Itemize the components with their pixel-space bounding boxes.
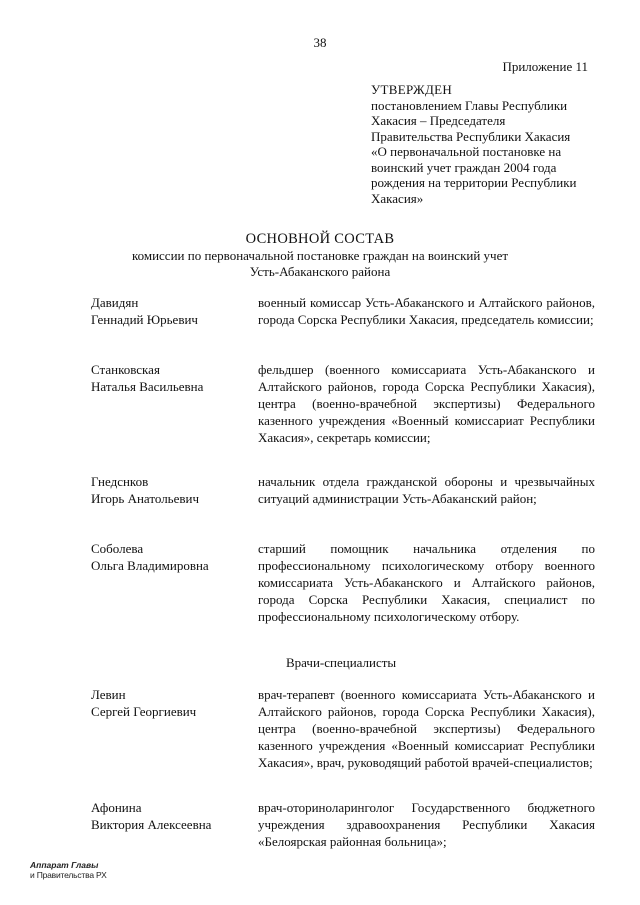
appendix-label: Приложение 11 bbox=[502, 59, 588, 74]
member-surname: Давидян bbox=[91, 295, 139, 310]
approval-line: постановлением Главы Республики bbox=[371, 97, 568, 113]
member-role: старший помощник начальника отделения по профессиональному психологическому отбору военного комиссариата Усть-Абаканского и Алтайского районов, города Сорска Республики Хакасия, специалист по профессиональному психологическому отбору. bbox=[258, 541, 595, 624]
member-role: военный комиссар Усть-Абаканского и Алтайского районов, города Сорска Республики Хакасия, председатель комиссии; bbox=[258, 295, 595, 327]
approval-line: Правительства Республики Хакасия bbox=[371, 128, 571, 144]
title-line-3: Усть-Абаканского района bbox=[249, 264, 391, 279]
approval-block bbox=[371, 82, 603, 206]
member-given-name: Игорь Анатольевич bbox=[91, 491, 200, 506]
member-name bbox=[91, 473, 251, 507]
approval-line: Хакасия – Председателя bbox=[371, 113, 506, 128]
approval-line: «О первоначальной постановке на bbox=[371, 144, 562, 159]
member-surname: Соболева bbox=[91, 541, 144, 556]
title-line-2: комиссии по первоначальной постановке граждан на воинский учет bbox=[131, 248, 509, 263]
stamp-line-2: и Правительства РХ bbox=[30, 870, 107, 880]
approval-line: воинский учет граждан 2004 года bbox=[371, 159, 557, 175]
stamp-line-1: Аппарат Главы bbox=[30, 860, 99, 870]
doctor-role: врач-оториноларинголог Государственного бюджетного учреждения здравоохранения Республики Хакасия «Белоярская районная больница»; bbox=[258, 800, 595, 849]
doctor-role: врач-терапевт (военного комиссариата Усть-Абаканского и Алтайского районов, города Сорска Республики Хакасия), центра (военно-врачебной экспертизы) Федерального казенного учреждения «Военный комиссариат Республики Хакасия», врач, руководящий работой врачей-специалистов; bbox=[258, 687, 595, 770]
title-line-1: ОСНОВНОЙ СОСТАВ bbox=[245, 231, 395, 247]
doctor-surname: Афонина bbox=[91, 800, 142, 815]
doctor-given-name: Виктория Алексеевна bbox=[91, 817, 212, 832]
office-stamp bbox=[30, 860, 107, 880]
member-given-name: Наталья Васильевна bbox=[91, 379, 204, 394]
member-given-name: Ольга Владимировна bbox=[91, 558, 209, 573]
approval-line: рождения на территории Республики bbox=[371, 175, 577, 190]
doctor-given-name: Сергей Георгиевич bbox=[91, 704, 197, 719]
member-role: начальник отдела гражданской обороны и чрезвычайных ситуаций администрации Усть-Абаканский район; bbox=[258, 474, 595, 506]
member-surname: Гнедснков bbox=[91, 474, 149, 489]
member-surname: Станковская bbox=[91, 362, 160, 377]
member-name bbox=[91, 294, 251, 328]
page-number: 38 bbox=[313, 35, 327, 50]
document-title bbox=[0, 230, 640, 280]
doctor-name bbox=[91, 686, 251, 720]
doctor-surname: Левин bbox=[91, 687, 126, 702]
approval-line: Хакасия» bbox=[371, 190, 424, 206]
subsection-title: Врачи-специалисты bbox=[286, 655, 397, 670]
member-name bbox=[91, 540, 251, 574]
approval-heading: УТВЕРЖДЕН bbox=[371, 82, 453, 97]
doctor-name bbox=[91, 799, 251, 833]
member-name bbox=[91, 361, 251, 395]
member-given-name: Геннадий Юрьевич bbox=[91, 312, 198, 327]
member-role: фельдшер (военного комиссариата Усть-Абаканского и Алтайского районов, города Сорска Республики Хакасия), центра (военно-врачебной экспертизы) Федерального казенного учреждения «Военный комиссариат Республики Хакасия», секретарь комиссии; bbox=[258, 362, 595, 445]
